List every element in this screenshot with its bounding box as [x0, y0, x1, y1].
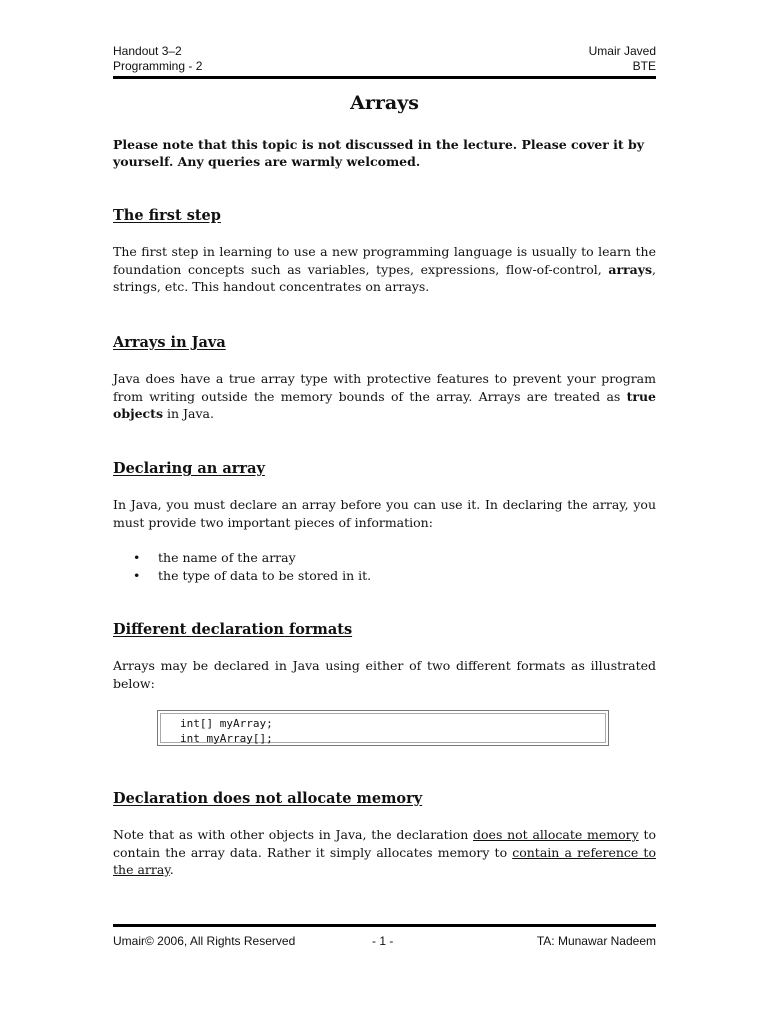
- paragraph-text: The first step in learning to use a new programming language is usually to learn the foundation concepts such as variables, types, expressions, flow-of-control,: [113, 244, 656, 277]
- code-line: int myArray[];: [180, 732, 273, 745]
- handout-number: Handout 3–2: [113, 44, 182, 58]
- heading-first-step: The first step: [113, 207, 221, 224]
- paragraph-text: in Java.: [162, 406, 214, 421]
- code-line: int[] myArray;: [180, 717, 273, 730]
- footer-page-number: - 1 -: [372, 934, 394, 948]
- list-item: [113, 567, 656, 585]
- underlined-phrase: contain a reference to the array: [113, 844, 656, 877]
- footer-copyright: Umair© 2006, All Rights Reserved: [113, 934, 296, 948]
- underlined-phrase: does not allocate memory: [473, 827, 639, 842]
- list-item: [113, 549, 656, 567]
- heading-declaration-formats: Different declaration formats: [113, 621, 353, 638]
- paragraph-text: to contain the array data. Rather it simply allocates memory to: [113, 827, 656, 860]
- header-right: [589, 44, 656, 74]
- paragraph-text: Note that as with other objects in Java, the declaration: [113, 827, 474, 842]
- bullet-icon: •: [133, 567, 141, 583]
- course-name: Programming - 2: [113, 59, 203, 73]
- paragraph-text: , strings, etc. This handout concentrates on arrays.: [113, 261, 656, 294]
- list-item-text: the name of the array: [158, 550, 296, 565]
- list-item-text: the type of data to be stored in it.: [158, 567, 372, 583]
- author-name: Umair Javed: [588, 44, 656, 58]
- bullet-icon: •: [133, 550, 141, 565]
- paragraph-declaring-array: In Java, you must declare an array before you can use it. In declaring the array, you must provide two important pieces of information:: [113, 497, 656, 530]
- paragraph-arrays-in-java: [113, 370, 656, 423]
- heading-arrays-in-java: Arrays in Java: [113, 334, 226, 351]
- footer-rule: [113, 924, 656, 927]
- header-left: [113, 44, 202, 74]
- paragraph-declaration-formats: Arrays may be declared in Java using either of two different formats as illustrated below:: [113, 658, 656, 691]
- bold-term-arrays: arrays: [608, 261, 653, 277]
- paragraph-first-step: [113, 243, 656, 296]
- heading-declaring-array: Declaring an array: [113, 460, 265, 477]
- bold-term-true-objects: true objects: [113, 388, 656, 421]
- footer-ta: TA: Munawar Nadeem: [536, 934, 656, 948]
- heading-memory: Declaration does not allocate memory: [113, 790, 423, 807]
- paragraph-text: .: [169, 862, 174, 877]
- page-title: Arrays: [350, 92, 419, 114]
- paragraph-memory: [113, 826, 656, 879]
- header-rule: [113, 76, 656, 79]
- paragraph-text: Java does have a true array type with protective features to prevent your program from writing outside the memory bounds of the array. Arrays are treated as: [113, 371, 656, 404]
- code-box: [157, 710, 609, 746]
- declaration-info-list: [113, 549, 656, 584]
- intro-note: Please note that this topic is not discussed in the lecture. Please cover it by yourself. Any queries are warmly welcomed.: [113, 137, 645, 169]
- code-box-inner: [160, 713, 606, 743]
- code-snippet: [180, 716, 273, 746]
- program-name: BTE: [632, 59, 656, 73]
